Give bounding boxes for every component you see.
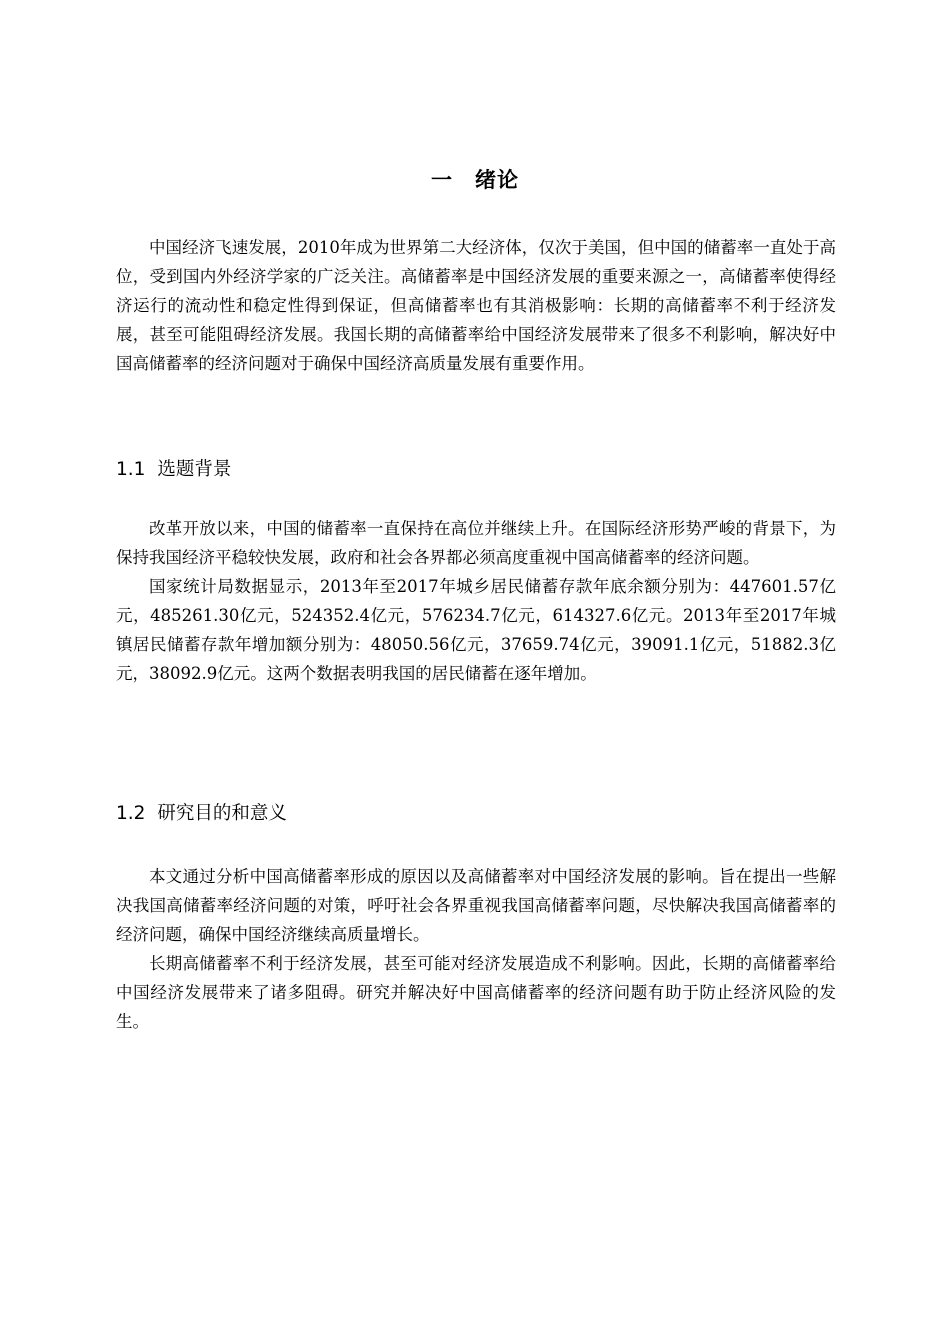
chapter-title-text: 绪论 bbox=[475, 168, 519, 192]
body-paragraph: 国家统计局数据显示，2013年至2017年城乡居民储蓄存款年底余额分别为：447601.57亿元，485261.30亿元，524352.4亿元，576234.7亿元，614327.6亿元。2013年至2017年城镇居民储蓄存款年增加额分别为：48050.56亿元，37659.74亿元，39091.1亿元，51882.3亿元，38092.9亿元。这两个数据表明我国的居民储蓄在逐年增加。 bbox=[116, 577, 836, 683]
section-title-text: 研究目的和意义 bbox=[157, 803, 287, 824]
section-heading-1-2 bbox=[116, 799, 287, 825]
body-paragraph: 长期高储蓄率不利于经济发展，甚至可能对经济发展造成不利影响。因此，长期的高储蓄率给中国经济发展带来了诸多阻碍。研究并解决好中国高储蓄率的经济问题有助于防止经济风险的发生。 bbox=[116, 954, 836, 1031]
chapter-number: 一 bbox=[431, 168, 453, 192]
section-number: 1.1 bbox=[116, 459, 146, 480]
intro-paragraph: 中国经济飞速发展，2010年成为世界第二大经济体，仅次于美国，但中国的储蓄率一直处于高位，受到国内外经济学家的广泛关注。高储蓄率是中国经济发展的重要来源之一，高储蓄率使得经济运行的流动性和稳定性得到保证，但高储蓄率也有其消极影响：长期的高储蓄率不利于经济发展，甚至可能阻碍经济发展。我国长期的高储蓄率给中国经济发展带来了很多不利影响，解决好中国高储蓄率的经济问题对于确保中国经济高质量发展有重要作用。 bbox=[116, 238, 836, 373]
section-title-text: 选题背景 bbox=[157, 459, 232, 480]
section-1-2-body bbox=[116, 862, 836, 1036]
body-paragraph: 改革开放以来，中国的储蓄率一直保持在高位并继续上升。在国际经济形势严峻的背景下，为保持我国经济平稳较快发展，政府和社会各界都必须高度重视中国高储蓄率的经济问题。 bbox=[116, 519, 836, 567]
section-number: 1.2 bbox=[116, 803, 146, 824]
section-1-1-body bbox=[116, 514, 836, 688]
chapter-title bbox=[0, 164, 950, 194]
section-heading-1-1 bbox=[116, 455, 231, 481]
body-paragraph: 本文通过分析中国高储蓄率形成的原因以及高储蓄率对中国经济发展的影响。旨在提出一些解决我国高储蓄率经济问题的对策，呼吁社会各界重视我国高储蓄率问题，尽快解决我国高储蓄率的经济问题，确保中国经济继续高质量增长。 bbox=[116, 867, 836, 944]
intro-block bbox=[116, 233, 836, 378]
